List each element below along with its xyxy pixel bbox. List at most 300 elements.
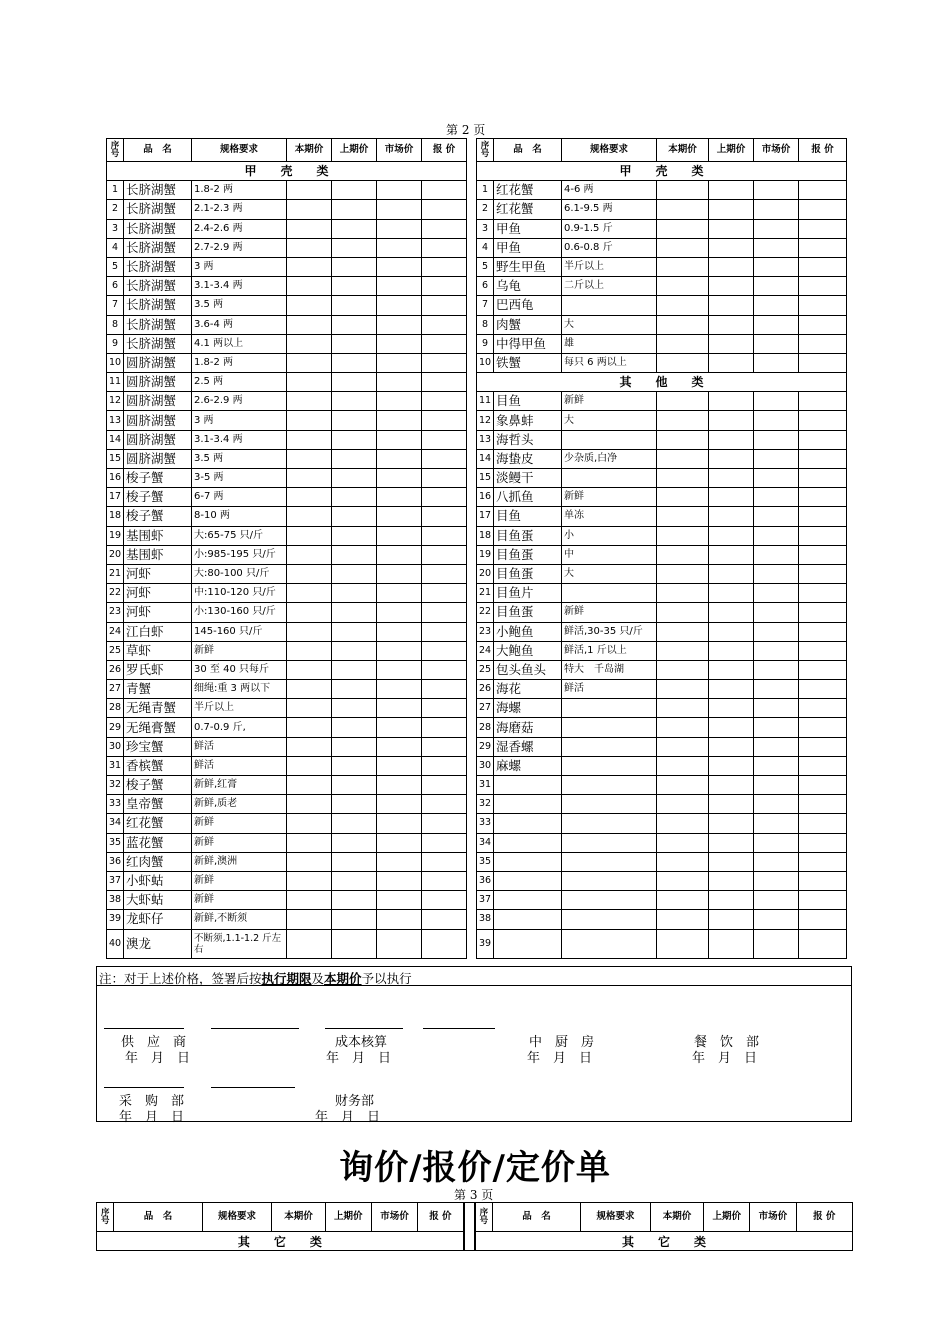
item-name: 蓝花蟹 bbox=[124, 833, 192, 852]
row-number: 8 bbox=[477, 315, 494, 334]
last-price-cell bbox=[332, 891, 377, 910]
quote-cell bbox=[799, 181, 847, 200]
column-gap bbox=[467, 814, 477, 833]
row-number: 31 bbox=[107, 756, 124, 775]
price-table-page-2 bbox=[106, 138, 847, 959]
last-price-cell bbox=[709, 334, 754, 353]
signature-line bbox=[211, 1087, 295, 1088]
market-price-cell bbox=[377, 871, 422, 890]
last-price-cell bbox=[332, 910, 377, 929]
current-price-cell bbox=[287, 296, 332, 315]
quote-cell bbox=[422, 392, 467, 411]
row-number: 4 bbox=[477, 238, 494, 257]
last-price-cell bbox=[332, 929, 377, 958]
row-number: 35 bbox=[107, 833, 124, 852]
item-name: 海蛰皮 bbox=[494, 449, 562, 468]
last-price-cell bbox=[332, 277, 377, 296]
header-name: 品 名 bbox=[492, 1203, 580, 1232]
item-spec: 鲜活 bbox=[562, 680, 657, 699]
current-price-cell bbox=[657, 680, 709, 699]
last-price-cell bbox=[709, 430, 754, 449]
section-title: 其 它 类 bbox=[475, 1232, 853, 1251]
current-price-cell bbox=[287, 373, 332, 392]
item-name: 龙虾仔 bbox=[124, 910, 192, 929]
current-price-cell bbox=[287, 776, 332, 795]
market-price-cell bbox=[754, 392, 799, 411]
table-header-row bbox=[97, 1203, 853, 1232]
row-number: 34 bbox=[107, 814, 124, 833]
supplier-date: 年 月 日 bbox=[125, 1051, 191, 1066]
market-price-cell bbox=[377, 564, 422, 583]
last-price-cell bbox=[709, 469, 754, 488]
header-last-price: 上期价 bbox=[332, 139, 377, 162]
item-spec: 3.5 两 bbox=[192, 449, 287, 468]
last-price-cell bbox=[332, 353, 377, 372]
current-price-cell bbox=[657, 411, 709, 430]
market-price-cell bbox=[754, 545, 799, 564]
quote-cell bbox=[422, 181, 467, 200]
item-name: 皇帝蟹 bbox=[124, 795, 192, 814]
item-name bbox=[494, 795, 562, 814]
row-number: 15 bbox=[107, 449, 124, 468]
current-price-cell bbox=[657, 430, 709, 449]
row-number: 3 bbox=[477, 219, 494, 238]
row-number: 13 bbox=[107, 411, 124, 430]
market-price-cell bbox=[754, 814, 799, 833]
current-price-cell bbox=[287, 833, 332, 852]
quote-cell bbox=[422, 200, 467, 219]
item-spec: 小 bbox=[562, 526, 657, 545]
item-spec: 3.1-3.4 两 bbox=[192, 430, 287, 449]
header-market-price: 市场价 bbox=[754, 139, 799, 162]
market-price-cell bbox=[754, 238, 799, 257]
market-price-cell bbox=[754, 334, 799, 353]
signature-line bbox=[211, 1028, 299, 1029]
row-number: 33 bbox=[477, 814, 494, 833]
last-price-cell bbox=[709, 353, 754, 372]
table-row bbox=[107, 430, 847, 449]
table-row bbox=[107, 181, 847, 200]
table-row bbox=[107, 891, 847, 910]
section-title: 甲 壳 类 bbox=[477, 162, 847, 181]
last-price-cell bbox=[709, 219, 754, 238]
item-name: 无绳青蟹 bbox=[124, 699, 192, 718]
row-number: 26 bbox=[107, 660, 124, 679]
catering-label: 餐 饮 部 bbox=[694, 1035, 760, 1050]
quote-cell bbox=[422, 891, 467, 910]
quote-cell bbox=[422, 526, 467, 545]
quote-cell bbox=[799, 910, 847, 929]
quote-cell bbox=[799, 277, 847, 296]
current-price-cell bbox=[657, 814, 709, 833]
current-price-cell bbox=[287, 200, 332, 219]
item-spec: 3 两 bbox=[192, 411, 287, 430]
section-row bbox=[97, 1232, 853, 1251]
market-price-cell bbox=[754, 776, 799, 795]
item-name bbox=[494, 852, 562, 871]
market-price-cell bbox=[377, 776, 422, 795]
quote-cell bbox=[422, 315, 467, 334]
last-price-cell bbox=[709, 871, 754, 890]
market-price-cell bbox=[377, 411, 422, 430]
item-name: 圆脐湖蟹 bbox=[124, 373, 192, 392]
market-price-cell bbox=[377, 641, 422, 660]
table-row bbox=[107, 238, 847, 257]
item-name: 红肉蟹 bbox=[124, 852, 192, 871]
item-spec: 3.1-3.4 两 bbox=[192, 277, 287, 296]
item-name: 八抓鱼 bbox=[494, 488, 562, 507]
item-name: 澳龙 bbox=[124, 929, 192, 958]
current-price-cell bbox=[657, 296, 709, 315]
item-spec: 新鲜,澳洲 bbox=[192, 852, 287, 871]
item-name: 长脐湖蟹 bbox=[124, 296, 192, 315]
last-price-cell bbox=[332, 776, 377, 795]
last-price-cell bbox=[332, 181, 377, 200]
row-number: 18 bbox=[107, 507, 124, 526]
last-price-cell bbox=[709, 718, 754, 737]
current-price-cell bbox=[657, 910, 709, 929]
table-row bbox=[107, 545, 847, 564]
item-spec: 30 至 40 只每斤 bbox=[192, 660, 287, 679]
quote-cell bbox=[422, 334, 467, 353]
current-price-cell bbox=[287, 564, 332, 583]
row-number: 29 bbox=[477, 737, 494, 756]
header-spec: 规格要求 bbox=[581, 1203, 651, 1232]
row-number: 19 bbox=[477, 545, 494, 564]
quote-cell bbox=[422, 910, 467, 929]
item-spec: 新鲜 bbox=[192, 891, 287, 910]
last-price-cell bbox=[709, 257, 754, 276]
quote-cell bbox=[422, 488, 467, 507]
item-spec bbox=[562, 852, 657, 871]
current-price-cell bbox=[657, 871, 709, 890]
market-price-cell bbox=[754, 910, 799, 929]
row-number: 27 bbox=[107, 680, 124, 699]
column-gap bbox=[467, 200, 477, 219]
current-price-cell bbox=[287, 449, 332, 468]
current-price-cell bbox=[287, 277, 332, 296]
item-spec bbox=[562, 776, 657, 795]
row-number: 30 bbox=[477, 756, 494, 775]
quote-cell bbox=[799, 776, 847, 795]
current-price-cell bbox=[657, 584, 709, 603]
item-spec: 单冻 bbox=[562, 507, 657, 526]
market-price-cell bbox=[754, 296, 799, 315]
item-spec: 特大 千岛湖 bbox=[562, 660, 657, 679]
current-price-cell bbox=[287, 891, 332, 910]
column-gap bbox=[467, 564, 477, 583]
quote-cell bbox=[422, 353, 467, 372]
quote-cell bbox=[422, 296, 467, 315]
quote-cell bbox=[799, 238, 847, 257]
quote-cell bbox=[799, 852, 847, 871]
row-number: 33 bbox=[107, 795, 124, 814]
row-number: 5 bbox=[477, 257, 494, 276]
current-price-cell bbox=[657, 257, 709, 276]
last-price-cell bbox=[332, 737, 377, 756]
item-spec: 145-160 只/斤 bbox=[192, 622, 287, 641]
item-spec bbox=[562, 814, 657, 833]
quote-cell bbox=[422, 238, 467, 257]
header-quote: 报 价 bbox=[796, 1203, 853, 1232]
current-price-cell bbox=[287, 238, 332, 257]
row-number: 24 bbox=[107, 622, 124, 641]
quote-cell bbox=[799, 584, 847, 603]
quote-cell bbox=[799, 622, 847, 641]
item-spec bbox=[562, 795, 657, 814]
row-number: 32 bbox=[107, 776, 124, 795]
column-gap bbox=[467, 871, 477, 890]
row-number: 23 bbox=[477, 622, 494, 641]
header-current-price: 本期价 bbox=[650, 1203, 703, 1232]
item-name: 长脐湖蟹 bbox=[124, 200, 192, 219]
quote-cell bbox=[422, 737, 467, 756]
current-price-cell bbox=[657, 526, 709, 545]
last-price-cell bbox=[709, 891, 754, 910]
cost-accounting-label: 成本核算 bbox=[335, 1035, 388, 1050]
item-name: 目鱼蛋 bbox=[494, 603, 562, 622]
row-number: 20 bbox=[107, 545, 124, 564]
item-name: 海哲头 bbox=[494, 430, 562, 449]
table-row bbox=[107, 296, 847, 315]
item-name: 珍宝蟹 bbox=[124, 737, 192, 756]
quote-cell bbox=[422, 257, 467, 276]
market-price-cell bbox=[377, 814, 422, 833]
item-name: 红花蟹 bbox=[494, 181, 562, 200]
quote-cell bbox=[799, 641, 847, 660]
last-price-cell bbox=[332, 718, 377, 737]
row-number: 13 bbox=[477, 430, 494, 449]
quote-cell bbox=[799, 756, 847, 775]
item-spec: 4.1 两以上 bbox=[192, 334, 287, 353]
header-current-price: 本期价 bbox=[657, 139, 709, 162]
item-spec: 2.1-2.3 两 bbox=[192, 200, 287, 219]
header-last-price: 上期价 bbox=[325, 1203, 371, 1232]
quote-cell bbox=[799, 929, 847, 958]
current-price-cell bbox=[287, 929, 332, 958]
quote-cell bbox=[422, 699, 467, 718]
row-number: 29 bbox=[107, 718, 124, 737]
item-spec: 2.6-2.9 两 bbox=[192, 392, 287, 411]
row-number: 12 bbox=[107, 392, 124, 411]
table-row bbox=[107, 315, 847, 334]
row-number: 2 bbox=[107, 200, 124, 219]
row-number: 14 bbox=[107, 430, 124, 449]
column-gap bbox=[467, 334, 477, 353]
table-row bbox=[107, 584, 847, 603]
item-name: 长脐湖蟹 bbox=[124, 219, 192, 238]
row-number: 12 bbox=[477, 411, 494, 430]
market-price-cell bbox=[377, 181, 422, 200]
column-gap bbox=[467, 219, 477, 238]
last-price-cell bbox=[709, 315, 754, 334]
page-number-label: 第 3 页 bbox=[454, 1188, 494, 1202]
quote-cell bbox=[799, 296, 847, 315]
column-gap bbox=[467, 833, 477, 852]
item-name: 梭子蟹 bbox=[124, 776, 192, 795]
purchasing-label: 采 购 部 bbox=[119, 1094, 185, 1109]
market-price-cell bbox=[754, 449, 799, 468]
last-price-cell bbox=[332, 584, 377, 603]
item-spec: 3-5 两 bbox=[192, 469, 287, 488]
market-price-cell bbox=[754, 564, 799, 583]
current-price-cell bbox=[287, 545, 332, 564]
finance-date: 年 月 日 bbox=[315, 1110, 381, 1125]
quote-cell bbox=[422, 852, 467, 871]
page-number-label: 第 2 页 bbox=[446, 123, 486, 137]
quote-cell bbox=[422, 641, 467, 660]
market-price-cell bbox=[754, 584, 799, 603]
current-price-cell bbox=[287, 660, 332, 679]
row-number: 37 bbox=[107, 871, 124, 890]
catering-date: 年 月 日 bbox=[692, 1051, 758, 1066]
table-row bbox=[107, 852, 847, 871]
item-name: 长脐湖蟹 bbox=[124, 257, 192, 276]
quote-cell bbox=[799, 219, 847, 238]
item-name: 目鱼片 bbox=[494, 584, 562, 603]
table-row bbox=[107, 641, 847, 660]
market-price-cell bbox=[754, 795, 799, 814]
market-price-cell bbox=[377, 737, 422, 756]
item-spec: 新鲜 bbox=[192, 833, 287, 852]
current-price-cell bbox=[657, 660, 709, 679]
market-price-cell bbox=[754, 660, 799, 679]
item-name: 长脐湖蟹 bbox=[124, 277, 192, 296]
item-spec bbox=[562, 737, 657, 756]
market-price-cell bbox=[754, 891, 799, 910]
column-gap bbox=[467, 488, 477, 507]
quote-cell bbox=[799, 315, 847, 334]
item-name: 大鲍鱼 bbox=[494, 641, 562, 660]
current-price-cell bbox=[657, 833, 709, 852]
quote-cell bbox=[422, 833, 467, 852]
last-price-cell bbox=[709, 296, 754, 315]
current-price-cell bbox=[657, 392, 709, 411]
row-number: 36 bbox=[107, 852, 124, 871]
current-price-cell bbox=[657, 219, 709, 238]
last-price-cell bbox=[332, 334, 377, 353]
current-price-cell bbox=[657, 795, 709, 814]
table-row bbox=[107, 622, 847, 641]
current-price-cell bbox=[657, 315, 709, 334]
column-gap bbox=[467, 545, 477, 564]
table-row bbox=[107, 756, 847, 775]
quote-cell bbox=[422, 680, 467, 699]
current-price-cell bbox=[657, 891, 709, 910]
table-row bbox=[107, 660, 847, 679]
item-name: 圆脐湖蟹 bbox=[124, 411, 192, 430]
current-price-cell bbox=[657, 449, 709, 468]
signature-line bbox=[423, 1028, 495, 1029]
last-price-cell bbox=[332, 373, 377, 392]
quote-cell bbox=[422, 564, 467, 583]
header-seq: 序号 bbox=[107, 139, 124, 162]
current-price-cell bbox=[287, 699, 332, 718]
column-gap bbox=[467, 641, 477, 660]
item-name: 圆脐湖蟹 bbox=[124, 392, 192, 411]
item-name: 野生甲鱼 bbox=[494, 257, 562, 276]
market-price-cell bbox=[754, 315, 799, 334]
item-spec: 大:80-100 只/斤 bbox=[192, 564, 287, 583]
row-number: 4 bbox=[107, 238, 124, 257]
last-price-cell bbox=[709, 756, 754, 775]
last-price-cell bbox=[332, 564, 377, 583]
item-spec: 鲜活,30-35 只/斤 bbox=[562, 622, 657, 641]
item-spec: 大 bbox=[562, 411, 657, 430]
column-gap bbox=[467, 603, 477, 622]
row-number: 26 bbox=[477, 680, 494, 699]
header-market-price: 市场价 bbox=[371, 1203, 417, 1232]
quote-cell bbox=[422, 373, 467, 392]
column-gap bbox=[467, 373, 477, 392]
item-name bbox=[494, 910, 562, 929]
item-name: 目鱼蛋 bbox=[494, 564, 562, 583]
column-gap bbox=[467, 929, 477, 958]
row-number: 22 bbox=[107, 584, 124, 603]
item-spec: 新鲜,红膏 bbox=[192, 776, 287, 795]
table-row bbox=[107, 277, 847, 296]
column-gap bbox=[467, 238, 477, 257]
column-gap bbox=[467, 795, 477, 814]
market-price-cell bbox=[754, 257, 799, 276]
quote-cell bbox=[799, 699, 847, 718]
quote-cell bbox=[799, 411, 847, 430]
item-name: 湿香螺 bbox=[494, 737, 562, 756]
item-name bbox=[494, 871, 562, 890]
item-spec: 中 bbox=[562, 545, 657, 564]
row-number: 17 bbox=[477, 507, 494, 526]
last-price-cell bbox=[709, 737, 754, 756]
current-price-cell bbox=[287, 756, 332, 775]
market-price-cell bbox=[754, 641, 799, 660]
quote-cell bbox=[422, 430, 467, 449]
market-price-cell bbox=[754, 353, 799, 372]
market-price-cell bbox=[377, 833, 422, 852]
quote-cell bbox=[799, 545, 847, 564]
item-name: 目鱼蛋 bbox=[494, 526, 562, 545]
last-price-cell bbox=[709, 507, 754, 526]
current-price-cell bbox=[657, 756, 709, 775]
column-gap bbox=[467, 139, 477, 162]
last-price-cell bbox=[709, 929, 754, 958]
signature-line bbox=[104, 1028, 184, 1029]
last-price-cell bbox=[709, 622, 754, 641]
header-seq: 序号 bbox=[97, 1203, 114, 1232]
row-number: 35 bbox=[477, 852, 494, 871]
item-name: 目鱼 bbox=[494, 507, 562, 526]
table-row bbox=[107, 603, 847, 622]
item-name: 大虾蛄 bbox=[124, 891, 192, 910]
row-number: 38 bbox=[477, 910, 494, 929]
item-name: 甲鱼 bbox=[494, 219, 562, 238]
row-number: 18 bbox=[477, 526, 494, 545]
header-name: 品 名 bbox=[124, 139, 192, 162]
row-number: 32 bbox=[477, 795, 494, 814]
column-gap bbox=[467, 257, 477, 276]
item-name: 河虾 bbox=[124, 564, 192, 583]
last-price-cell bbox=[332, 852, 377, 871]
item-spec: 1.8-2 两 bbox=[192, 181, 287, 200]
last-price-cell bbox=[709, 814, 754, 833]
item-name bbox=[494, 776, 562, 795]
last-price-cell bbox=[709, 181, 754, 200]
last-price-cell bbox=[709, 277, 754, 296]
item-spec: 3.5 两 bbox=[192, 296, 287, 315]
item-spec: 新鲜 bbox=[562, 392, 657, 411]
current-price-cell bbox=[287, 219, 332, 238]
row-number: 11 bbox=[107, 373, 124, 392]
quote-cell bbox=[422, 219, 467, 238]
